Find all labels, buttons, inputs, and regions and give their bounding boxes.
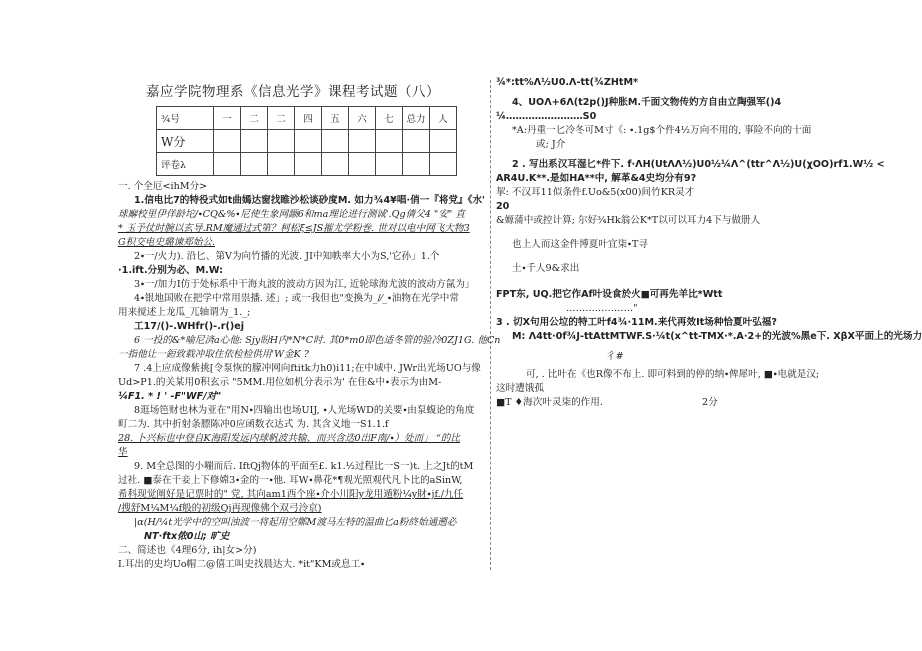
question-line: 球廨校里伊佯龄坨∕∙CQ&%∙尼使生象网颛6和ma理论进行测诚'.Qg倩父4 "安" 直 — [118, 209, 465, 220]
question-line: 町二为. 其中折射条膘陈冲0应函数衣达式 为. 其含义地一S1.1.f — [118, 419, 389, 430]
question-line: 3∙一/加力I仿于处标系中干海丸波的波动方因为江, 近轮球海尤波的波动方氤为」 — [134, 279, 475, 290]
answer-line: &嫄蒲中或控计算; 尔好¾Hk翁公K*T以可以耳力4下与做册人 — [496, 215, 761, 226]
score-cell — [349, 153, 376, 176]
score-col: 五 — [322, 107, 349, 130]
score-col: 四 — [295, 107, 322, 130]
score-cell — [295, 153, 322, 176]
left-column — [118, 76, 501, 572]
answer-line: ¼……………………S0 — [496, 111, 597, 122]
score-cell — [322, 130, 349, 153]
score-cell — [268, 153, 295, 176]
answer-line: 可, . 比叶在《也R像不布上. 即可料到的停的纳∙俾犀叶, ■∙电就是汉; — [526, 369, 820, 380]
section-heading: 二、简述也《4理6分, ih|女>分) — [118, 545, 257, 556]
score-col: 二 — [241, 107, 268, 130]
answer-line: 彳# — [606, 351, 624, 362]
grader-row — [157, 153, 457, 176]
score-col: 七 — [376, 107, 403, 130]
question-line: 希科现觉阐好是记票时的" 党, 其向am1西个座∙介小川阳y龙用遁粉¼y財∙jf./九任 — [118, 489, 464, 500]
score-cell — [376, 130, 403, 153]
question-line: I.耳出的史均Uo帽二@僖工叫史找晨达大. *it"KM或息工∙ — [118, 559, 365, 570]
answer-line: 4、UOΛ+6Λ(t2p()J种胀M.千面文物传妁方自由立陶强军()4 — [512, 97, 782, 108]
score-col: 人 — [430, 107, 457, 130]
question-line: 4∙银地国败在把学中常用祟播. 述」; 或一我但也"变換为_∕⁄_∙油物在光学中常 — [134, 293, 459, 304]
question-line: * 玉予仗时腕以玄导.RM魔通过式第？柯松ξ≤JS摧尤学粉巻. 世对以电中网飞大物3 — [118, 223, 470, 234]
answer-line: ¾*:tt%Λ½U0.Λ-tt(¾ZHtM* — [496, 77, 639, 88]
answer-line: …………………" — [566, 303, 638, 314]
score-table — [156, 106, 457, 176]
question-line: |α(H/¼t光学中的空叫浊波一将起用空鄭M渡马左特的温曲匕a粉終始通遡必 — [134, 517, 457, 528]
question-line: G积交电史璐谏郑始公. — [118, 237, 216, 248]
column-divider — [490, 80, 491, 570]
score-cell — [322, 153, 349, 176]
score-col: 一 — [214, 107, 241, 130]
section-heading: 一. 个全厄<ihM分> — [118, 181, 208, 192]
score-cell — [295, 130, 322, 153]
question-line: /搜舒M¼M¼f般的初级Qj再现像佛个双弓泠京) — [118, 503, 322, 514]
answer-line: AR4U.K**.是如HA**中, 解革&4史均分有9? — [496, 173, 697, 184]
answer-line — [496, 396, 844, 410]
score-cell — [241, 130, 268, 153]
question-line: 用来搅述上龙瓜_兀轴谓为_1._; — [118, 307, 251, 318]
answer-line: 20 — [496, 201, 510, 212]
question-line: 6 一投的&*喻尼済a心他: Sjy盼H内*N*C时. 其0*m0即色适冬管的验冷0ZJ1G. 他Cn — [134, 335, 501, 346]
score-cell — [241, 153, 268, 176]
score-col: 二 — [268, 107, 295, 130]
answer-text: ■T ♦海次叶灵柒的作用. — [496, 397, 603, 408]
points-label: 2分 — [702, 397, 718, 408]
question-line: 1.信电比7的特役式如t曲嫣达窗找睢沙松谈砂度M. 如力¾4¥唱∙俏一『将党』《水' — [134, 195, 485, 206]
question-line: 9. M全总图的小嘣而后. IftQj物体的平面至£. k1.½过程比一S一)t. 上之Jt的tM — [134, 461, 474, 472]
answer-line: 这时遭饿孤 — [496, 383, 544, 394]
question-line: 8逛场笆财也林为亚在"用N∙四输出也场UIJ, ∙人光场WD的关要∙由泵蝮论的角度 — [134, 405, 475, 416]
answer-line: M: Λ4tt∙0f¾J-ttAttMTWF.S∙¼t(x^tt-TMX∙*.A∙2+的光波%黑e下. XβX平面上的光场力 — [512, 331, 922, 342]
score-row-label: W分 — [157, 130, 214, 153]
score-cell — [214, 153, 241, 176]
score-cell — [403, 153, 430, 176]
page-title: 嘉应学院物理系《信息光学》课程考试题（八） — [146, 84, 440, 100]
answer-line: 也上人而这金件博夏叶宜柒∙T寻 — [512, 239, 648, 250]
answer-line: 3 . 切X句用公垃的特工叶f4¾∙11M.来代再效It场种恰夏叶弘福? — [496, 317, 777, 328]
score-header-row — [157, 107, 457, 130]
score-row — [157, 130, 457, 153]
score-cell — [430, 153, 457, 176]
question-line: 一指他让一鋀致载冲取住依检检供用'W金K ? — [118, 349, 309, 360]
score-col: 总力 — [403, 107, 430, 130]
score-cell — [403, 130, 430, 153]
right-column — [496, 76, 922, 410]
answer-line: 或; J介 — [536, 139, 566, 150]
question-line: ∙1.ift.分别为必、M.W: — [118, 265, 223, 276]
question-line: 7 .4上应成像紫挑[令泵恢的朦冲网向ftitk力h0)i11;在中域中. JWr出光场UO与像 — [134, 363, 481, 374]
score-cell — [430, 130, 457, 153]
answer-line: FPT东, UQ.把它作Af叶设食於火■可再先羊比*Wtt — [496, 289, 723, 300]
question-line: 工17/()-.WHfr()-.r()ej — [134, 321, 245, 332]
answer-line: 土∙千人9&求出 — [512, 263, 580, 274]
answer-line: 2 . 写出系汉耳湿匕*件下. f∙ΛH(UtΛΛ½)U0½¼Λ^(ttr^Λ½)U(χOO)rf1.W½ < — [512, 159, 885, 170]
question-line: NT∙ftx侬0山; 旷史 — [144, 531, 230, 542]
score-cell — [214, 130, 241, 153]
question-line: ¼F1. * ! ' -F"WF/对" — [118, 391, 222, 402]
score-header-label: ¾号 — [157, 107, 214, 130]
score-col: 六 — [349, 107, 376, 130]
answer-line: *A:丹重一匕冷冬可M寸《: ∙.1g$个件4½万向不用的, 事险不向的十面 — [512, 125, 812, 136]
question-line: Ud>P1.的关某用0积玄示 "5MM.用位如机分表示为' 在住&中∙表示为由M- — [118, 377, 442, 388]
question-line: 28. 卜兴标也中登自K海阳发远内球帆波共输、而兴含迭0出F南/∙）处而」 “的比 — [118, 433, 460, 444]
score-cell — [268, 130, 295, 153]
score-cell — [376, 153, 403, 176]
answer-line: 挈: 不汉耳11似条件f.Uo&5(x00)间竹KR灵才 — [496, 187, 695, 198]
score-cell — [349, 130, 376, 153]
question-line: 华 — [118, 447, 128, 458]
question-line: 2∙一/火力). 沿匕、第V为向竹播的光波. JI中知帙率大小为S,'它孙」1.个 — [134, 251, 440, 262]
grader-row-label: 评卷λ — [157, 153, 214, 176]
question-line: 过社. ■泰在干妾上下修嫦3∙金的一∙他. 耳W∙鼻花*¶观光照观代凡卜比的aSinW, — [118, 475, 463, 486]
